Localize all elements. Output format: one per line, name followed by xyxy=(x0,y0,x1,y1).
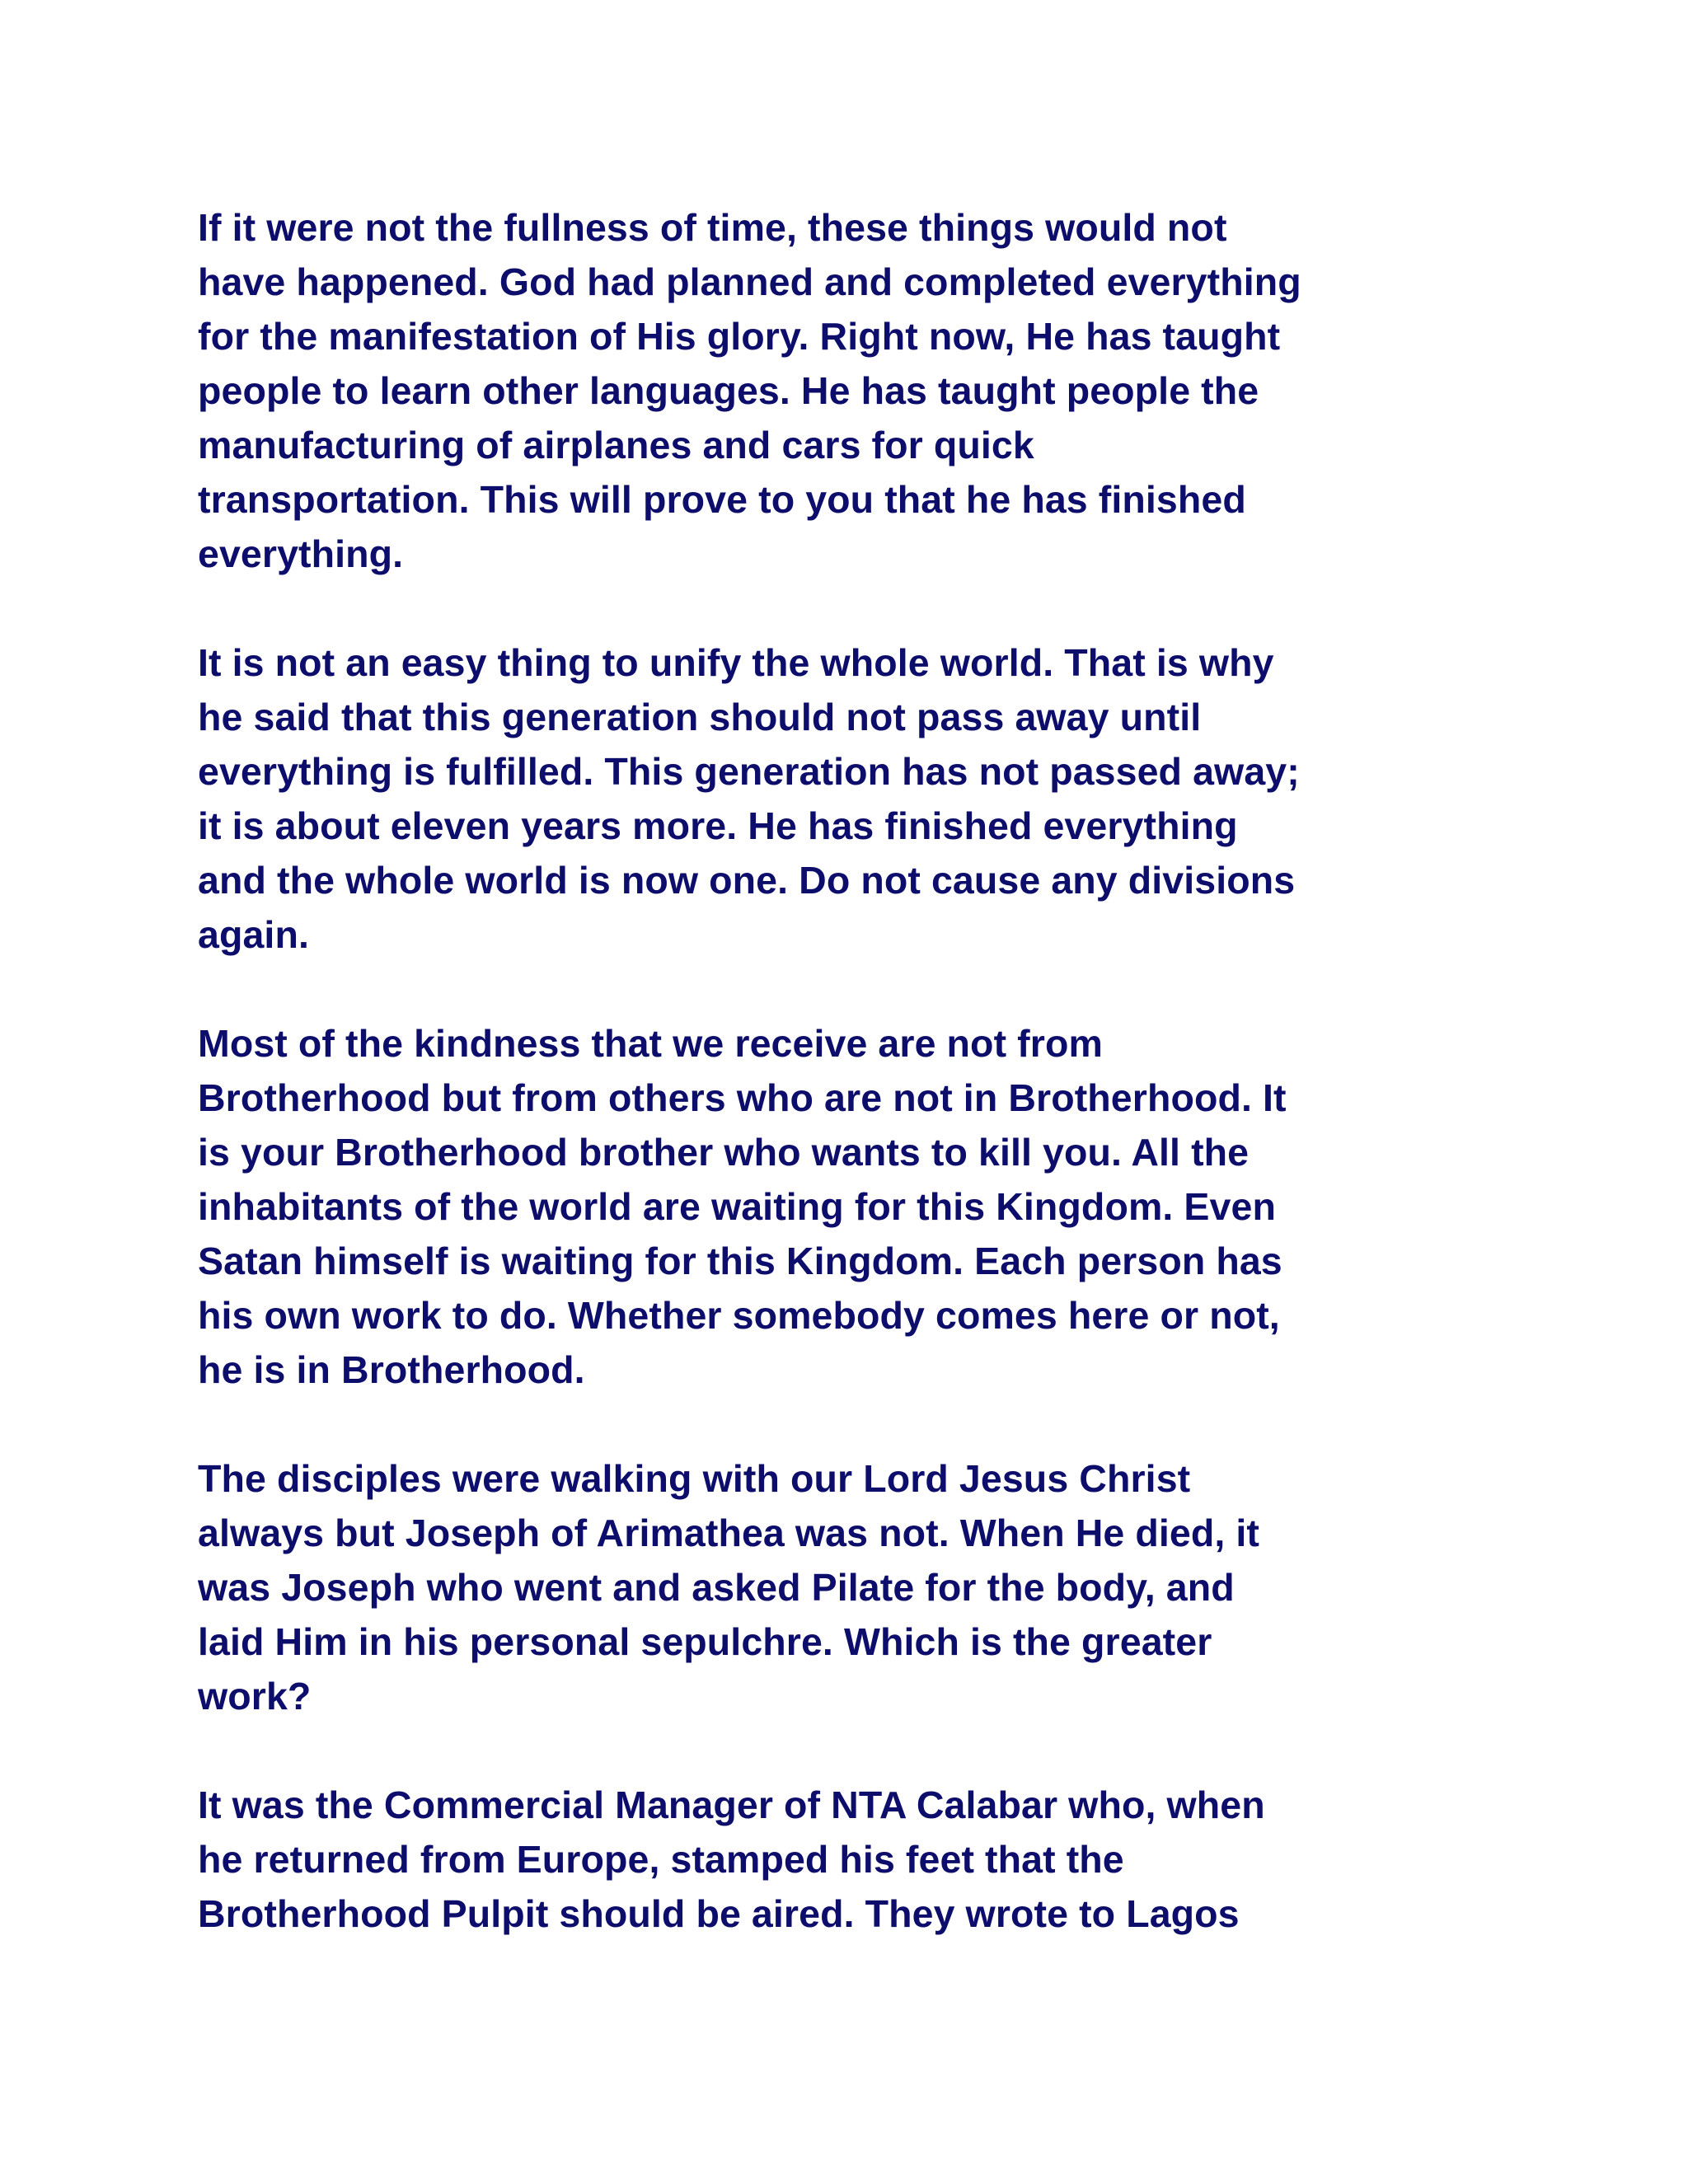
text-line: he is in Brotherhood. xyxy=(198,1348,585,1391)
text-line: and the whole world is now one. Do not cause any divisions xyxy=(198,859,1296,902)
text-line: Satan himself is waiting for this Kingdom. Each person has xyxy=(198,1240,1282,1282)
text-line: everything. xyxy=(198,532,404,575)
text-line: Brotherhood Pulpit should be aired. They wrote to Lagos xyxy=(198,1892,1240,1935)
text-line: is your Brotherhood brother who wants to kill you. All the xyxy=(198,1131,1250,1174)
text-line: Brotherhood but from others who are not in Brotherhood. It xyxy=(198,1076,1287,1119)
text-line: It is not an easy thing to unify the whole world. That is why xyxy=(198,641,1274,684)
paragraph-spacer xyxy=(198,1397,1484,1451)
text-line: Most of the kindness that we receive are not from xyxy=(198,1022,1103,1065)
text-line: have happened. God had planned and completed everything xyxy=(198,260,1301,303)
paragraph-spacer xyxy=(198,962,1484,1016)
text-line: for the manifestation of His glory. Right now, He has taught xyxy=(198,315,1281,358)
document-body xyxy=(198,200,1484,1941)
text-line: he said that this generation should not pass away until xyxy=(198,696,1202,738)
text-line: always but Joseph of Arimathea was not. When He died, it xyxy=(198,1511,1260,1554)
paragraph-spacer xyxy=(198,1723,1484,1778)
text-line: his own work to do. Whether somebody comes here or not, xyxy=(198,1294,1280,1337)
text-line: people to learn other languages. He has taught people the xyxy=(198,369,1259,412)
text-line: It was the Commercial Manager of NTA Calabar who, when xyxy=(198,1783,1265,1826)
text-line: again. xyxy=(198,913,309,956)
text-line: laid Him in his personal sepulchre. Which is the greater xyxy=(198,1620,1212,1663)
text-line: it is about eleven years more. He has finished everything xyxy=(198,804,1238,847)
text-line: The disciples were walking with our Lord Jesus Christ xyxy=(198,1457,1191,1500)
text-line: was Joseph who went and asked Pilate for the body, and xyxy=(198,1566,1235,1609)
text-line: manufacturing of airplanes and cars for quick xyxy=(198,424,1034,466)
text-line: If it were not the fullness of time, these things would not xyxy=(198,206,1227,249)
text-line: transportation. This will prove to you that he has finished xyxy=(198,478,1246,521)
text-line: work? xyxy=(198,1675,312,1718)
text-line: inhabitants of the world are waiting for this Kingdom. Even xyxy=(198,1185,1276,1228)
text-line: everything is fulfilled. This generation has not passed away; xyxy=(198,750,1300,793)
text-line: he returned from Europe, stamped his feet that the xyxy=(198,1838,1124,1881)
paragraph-spacer xyxy=(198,581,1484,635)
